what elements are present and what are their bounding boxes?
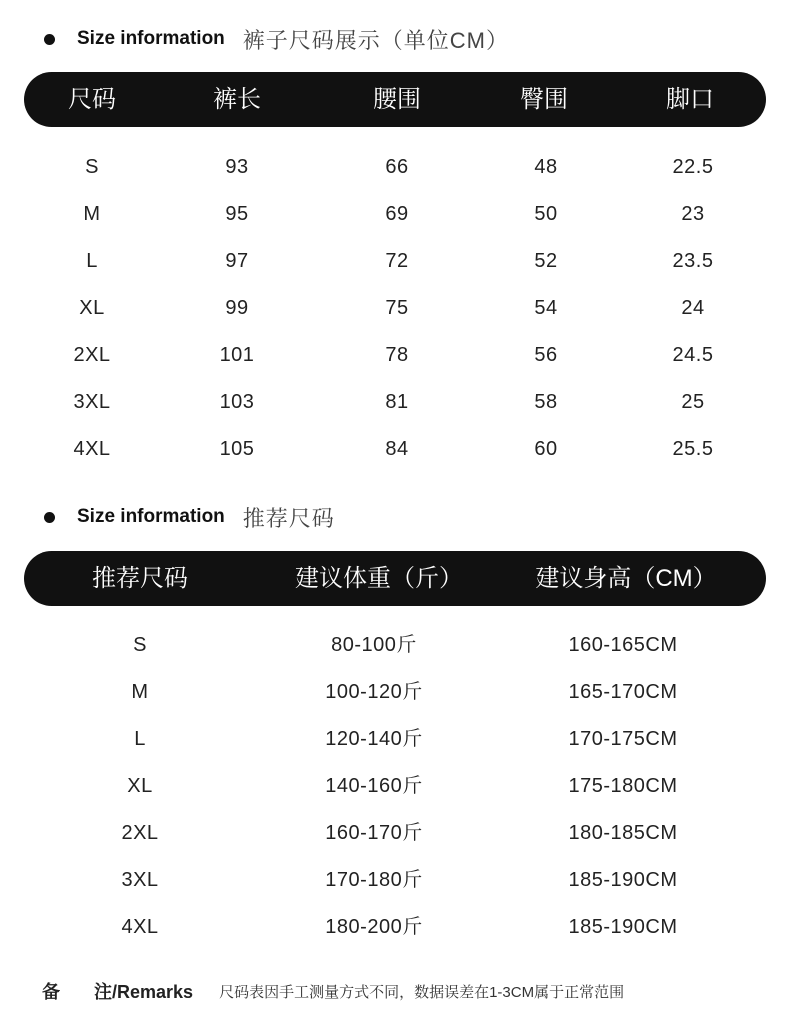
- cell-hip: 54: [534, 297, 558, 319]
- cell-weight: 80-100斤: [331, 634, 417, 656]
- cell-waist: 72: [385, 250, 409, 272]
- cell-height: 165-170CM: [568, 681, 678, 703]
- table-row: [0, 340, 790, 370]
- remarks: [42, 978, 624, 1004]
- cell-length: 99: [225, 297, 249, 319]
- cell-waist: 84: [385, 438, 409, 460]
- table-row: [0, 293, 790, 323]
- bullet-dot: [44, 512, 55, 523]
- cell-weight: 170-180斤: [325, 869, 423, 891]
- header-suggested-height: 建议身高（CM）: [535, 565, 717, 592]
- cell-hip: 50: [534, 203, 558, 225]
- remarks-text: 尺码表因手工测量方式不同，数据误差在1-3CM属于正常范围: [219, 983, 625, 1001]
- table-row: [0, 387, 790, 417]
- cell-leg-opening: 24.5: [672, 344, 714, 366]
- cell-hip: 48: [534, 156, 558, 178]
- cell-size: S: [133, 634, 147, 656]
- cell-length: 105: [219, 438, 255, 460]
- cell-waist: 75: [385, 297, 409, 319]
- cell-hip: 60: [534, 438, 558, 460]
- section-title-pants-size: [44, 24, 509, 54]
- section-title-cn: 裤子尺码展示（单位CM）: [242, 27, 510, 53]
- cell-hip: 52: [534, 250, 558, 272]
- cell-waist: 78: [385, 344, 409, 366]
- remarks-label-cn: 备: [42, 982, 60, 1002]
- table-row: [0, 771, 790, 801]
- header-length: 裤长: [213, 86, 261, 113]
- recommend-table-header: [24, 551, 766, 606]
- table-row: [0, 677, 790, 707]
- cell-hip: 58: [534, 391, 558, 413]
- cell-size: XL: [127, 775, 153, 797]
- cell-height: 185-190CM: [568, 869, 678, 891]
- header-hip: 臀围: [520, 86, 568, 113]
- cell-height: 170-175CM: [568, 728, 678, 750]
- cell-size: M: [131, 681, 149, 703]
- cell-length: 93: [225, 156, 249, 178]
- cell-size: 3XL: [73, 391, 111, 413]
- cell-waist: 81: [385, 391, 409, 413]
- cell-leg-opening: 22.5: [672, 156, 714, 178]
- cell-waist: 66: [385, 156, 409, 178]
- size-table-header: [24, 72, 766, 127]
- cell-leg-opening: 23.5: [672, 250, 714, 272]
- cell-height: 160-165CM: [568, 634, 678, 656]
- cell-weight: 120-140斤: [325, 728, 423, 750]
- cell-leg-opening: 25.5: [672, 438, 714, 460]
- cell-length: 103: [219, 391, 255, 413]
- cell-length: 95: [225, 203, 249, 225]
- cell-weight: 140-160斤: [325, 775, 423, 797]
- table-row: [0, 724, 790, 754]
- cell-size: L: [86, 250, 98, 272]
- cell-size: 3XL: [121, 869, 159, 891]
- cell-size: 2XL: [73, 344, 111, 366]
- section-title-recommended-size: [44, 502, 335, 532]
- cell-hip: 56: [534, 344, 558, 366]
- cell-waist: 69: [385, 203, 409, 225]
- cell-leg-opening: 23: [681, 203, 705, 225]
- bullet-dot: [44, 34, 55, 45]
- table-row: [0, 152, 790, 182]
- cell-weight: 100-120斤: [325, 681, 423, 703]
- cell-leg-opening: 25: [681, 391, 705, 413]
- cell-size: XL: [79, 297, 105, 319]
- table-row: [0, 246, 790, 276]
- header-suggested-weight: 建议体重（斤）: [295, 565, 463, 592]
- header-waist: 腰围: [373, 86, 421, 113]
- table-row: [0, 199, 790, 229]
- section-title-cn: 推荐尺码: [242, 505, 335, 531]
- cell-size: 2XL: [121, 822, 159, 844]
- table-row: [0, 434, 790, 464]
- cell-height: 185-190CM: [568, 916, 678, 938]
- table-row: [0, 818, 790, 848]
- cell-size: 4XL: [121, 916, 159, 938]
- table-row: [0, 630, 790, 660]
- table-row: [0, 865, 790, 895]
- cell-height: 180-185CM: [568, 822, 678, 844]
- table-row: [0, 912, 790, 942]
- remarks-label-en: 注/Remarks: [94, 982, 194, 1002]
- cell-length: 97: [225, 250, 249, 272]
- cell-weight: 180-200斤: [325, 916, 423, 938]
- header-recommended-size: 推荐尺码: [92, 565, 188, 592]
- header-leg-opening: 脚口: [666, 86, 714, 113]
- cell-leg-opening: 24: [681, 297, 705, 319]
- cell-size: M: [83, 203, 101, 225]
- section-title-en: Size information: [77, 506, 225, 527]
- header-size: 尺码: [68, 86, 116, 113]
- cell-size: L: [134, 728, 146, 750]
- cell-size: 4XL: [73, 438, 111, 460]
- cell-height: 175-180CM: [568, 775, 678, 797]
- cell-length: 101: [219, 344, 255, 366]
- cell-weight: 160-170斤: [325, 822, 423, 844]
- cell-size: S: [85, 156, 99, 178]
- section-title-en: Size information: [77, 28, 225, 49]
